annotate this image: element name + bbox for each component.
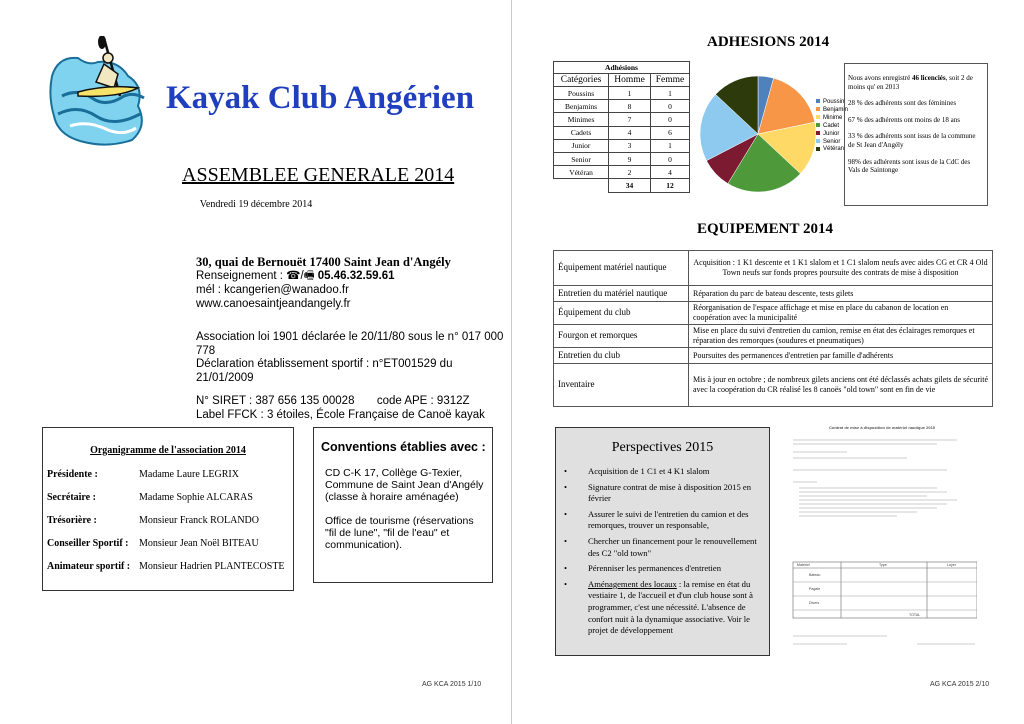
column-header: Femme xyxy=(650,74,689,87)
kayak-club-logo xyxy=(48,36,158,148)
legend-swatch xyxy=(816,131,820,135)
website[interactable]: www.canoesaintjeandangely.fr xyxy=(196,298,351,310)
ag-title: ASSEMBLEE GENERALE 2014 xyxy=(182,164,455,186)
table-row: Poussins 1 1 xyxy=(554,87,690,100)
adhesions-table xyxy=(553,61,690,193)
legend-swatch xyxy=(816,107,820,111)
note: 98% des adhérents sont issus de la CdC des Vals de Saintonge xyxy=(848,157,971,175)
address: 30, quai de Bernouët 17400 Saint Jean d'Angély xyxy=(196,255,451,269)
table-row: Équipement matériel nautique Acquisition : 1 K1 descente et 1 K1 slalom et 1 C1 slalom neufs avec aides CG et CR 4 Old Town neufs sur fonds propres poursuite des contrats de mise à disposition xyxy=(554,251,993,286)
note: Nous avons enregistré 46 licenciés, soit 2 de moins qu' en 2013 xyxy=(848,74,973,91)
org-row: Conseiller Sportif : Monsieur Jean Noël BITEAU xyxy=(47,538,259,549)
legend-swatch xyxy=(816,99,820,103)
perspective-item: • Aménagement des locaux : la remise en état du vestiaire 1, de l'accueil et d'un club house sont à programmer, c'est une nécessité. L'absence de confort nuit à la dynamique associative. Voir le projet de développement xyxy=(564,578,753,636)
ag-date: Vendredi 19 décembre 2014 xyxy=(199,199,313,210)
email[interactable]: mél : kcangerien@wanadoo.fr xyxy=(196,284,349,296)
legend-label: Cadet xyxy=(823,122,840,129)
table-row: Junior 3 1 xyxy=(554,139,690,152)
total-women: 12 xyxy=(650,179,689,192)
contact-block xyxy=(196,255,451,311)
fax-icon: 🖷 xyxy=(303,270,315,282)
organigramme-box xyxy=(42,427,294,591)
legal-line: Déclaration établissement sportif : n°ET001529 du 21/01/2009 xyxy=(196,358,453,384)
table-row: Cadets 4 6 xyxy=(554,126,690,139)
legend-label: Minime xyxy=(823,114,843,121)
conventions-box xyxy=(313,427,493,583)
perspectives-box xyxy=(555,427,770,656)
contract-title: Contrat de mise à disposition de matériel nautique 2015 xyxy=(828,425,936,430)
contract-total: TOTAL xyxy=(909,613,921,617)
perspective-item: • Pérenniser les permanences d'entretien xyxy=(564,563,722,574)
legend-label: Poussin xyxy=(823,99,845,105)
page-footer: AG KCA 2015 2/10 xyxy=(930,681,990,688)
equipement-title: EQUIPEMENT 2014 xyxy=(697,221,833,237)
table-row: Vétéran 2 4 xyxy=(554,166,690,179)
renseignement-label: Renseignement : xyxy=(196,270,283,282)
contract-row: Pagaie xyxy=(809,587,821,591)
table-row: Inventaire Mis à jour en octobre ; de nombreux gilets anciens ont été déclassés achats gilets de sécurité avec la coopération du CR réalisé les 8 canoës "old town" sont en fin de vie xyxy=(554,364,993,407)
page-2 xyxy=(512,0,1024,724)
page-footer: AG KCA 2015 1/10 xyxy=(422,681,482,688)
adhesions-title: ADHESIONS 2014 xyxy=(707,34,830,50)
note: 33 % des adhérents sont issus de la commune de St Jean d'Angély xyxy=(848,132,976,149)
column-header: Homme xyxy=(609,74,651,87)
legend-swatch xyxy=(816,123,820,127)
contract-col: Type xyxy=(879,563,887,567)
table-row: Entretien du club Poursuites des permanences d'entretien par famille d'adhérents xyxy=(554,348,993,364)
legend-label: Junior xyxy=(823,130,840,137)
convention-item: CD C-K 17, Collège G-Texier, Commune de Saint Jean d'Angély (classe à horaire aménagée) xyxy=(325,467,484,503)
org-row: Trésorière : Monsieur Franck ROLANDO xyxy=(47,515,259,526)
club-name: Kayak Club Angérien xyxy=(166,80,475,116)
legal-line: Association loi 1901 déclarée le 20/11/80 sous le n° 017 000 778 xyxy=(196,331,504,357)
table-row: Benjamins 8 0 xyxy=(554,100,690,113)
org-row: Secrétaire : Madame Sophie ALCARAS xyxy=(47,492,253,503)
column-header: Catégories xyxy=(554,74,609,87)
table-row: Minimes 7 0 xyxy=(554,113,690,126)
org-row: Présidente : Madame Laure LEGRIX xyxy=(47,469,239,480)
contract-col: Loyer xyxy=(947,563,956,567)
legend-swatch xyxy=(816,139,820,143)
legal-info xyxy=(196,331,511,422)
phone-number: 05.46.32.59.61 xyxy=(317,270,395,282)
perspectives-title: Perspectives 2015 xyxy=(611,440,714,455)
total-men: 34 xyxy=(609,179,651,192)
contract-thumbnail xyxy=(787,420,977,660)
contract-body xyxy=(787,430,977,655)
table-row: Équipement du club Réorganisation de l'espace affichage et mise en place du cabanon de location en coopération avec la municipalité xyxy=(554,302,993,325)
convention-item: Office de tourisme (réservations "fil de lune", "fil de l'eau" et communication). xyxy=(325,515,474,551)
legend-swatch xyxy=(816,147,820,151)
table-caption: Adhésions xyxy=(554,62,690,74)
legal-line: N° SIRET : 387 656 135 00028 code APE : 9312Z xyxy=(196,395,470,407)
legal-line: Label FFCK : 3 étoiles, École Française de Canoë kayak xyxy=(196,408,485,421)
phone-icon: ☎ xyxy=(286,270,301,282)
note: 28 % des adhérents sont des féminines xyxy=(848,99,957,108)
note: 67 % des adhérents ont moins de 18 ans xyxy=(848,115,960,124)
table-row: Senior 9 0 xyxy=(554,152,690,165)
contract-row: Bateau xyxy=(809,573,821,577)
phone-line: Renseignement : ☎/🖷 05.46.32.59.61 xyxy=(196,270,395,282)
totals-row xyxy=(554,179,690,192)
perspective-item: • Assurer le suivi de l'entretien du camion et des remorques, trouver un responsable, xyxy=(564,508,749,531)
table-row: Entretien du matériel nautique Réparation du parc de bateau descente, tests gilets xyxy=(554,286,993,302)
legend-label: Vétéran xyxy=(823,146,845,153)
equipement-table xyxy=(553,250,993,407)
legend-swatch xyxy=(816,115,820,119)
org-row: Animateur sportif : Monsieur Hadrien PLANTECOSTE xyxy=(47,561,285,572)
perspective-item: • Acquisition de 1 C1 et 4 K1 slalom xyxy=(564,466,710,476)
contract-row: Divers xyxy=(809,601,820,605)
adhesions-notes xyxy=(844,63,988,206)
perspective-item: • Signature contrat de mise à disposition 2015 en février xyxy=(564,481,752,504)
legend-label: Senior xyxy=(823,138,841,145)
legend-label: Benjamin xyxy=(823,106,849,113)
organigramme-title: Organigramme de l'association 2014 xyxy=(90,445,246,456)
contract-col: Matériel xyxy=(797,563,810,567)
conventions-title: Conventions établies avec : xyxy=(321,440,486,454)
table-row: Fourgon et remorques Mise en place du suivi d'entretien du camion, remise en état des éclairages remorques et réparation des remorques (soudures et pneumatiques) xyxy=(554,325,993,348)
perspective-item: • Chercher un financement pour le renouvellement des C2 "old town" xyxy=(564,535,757,558)
